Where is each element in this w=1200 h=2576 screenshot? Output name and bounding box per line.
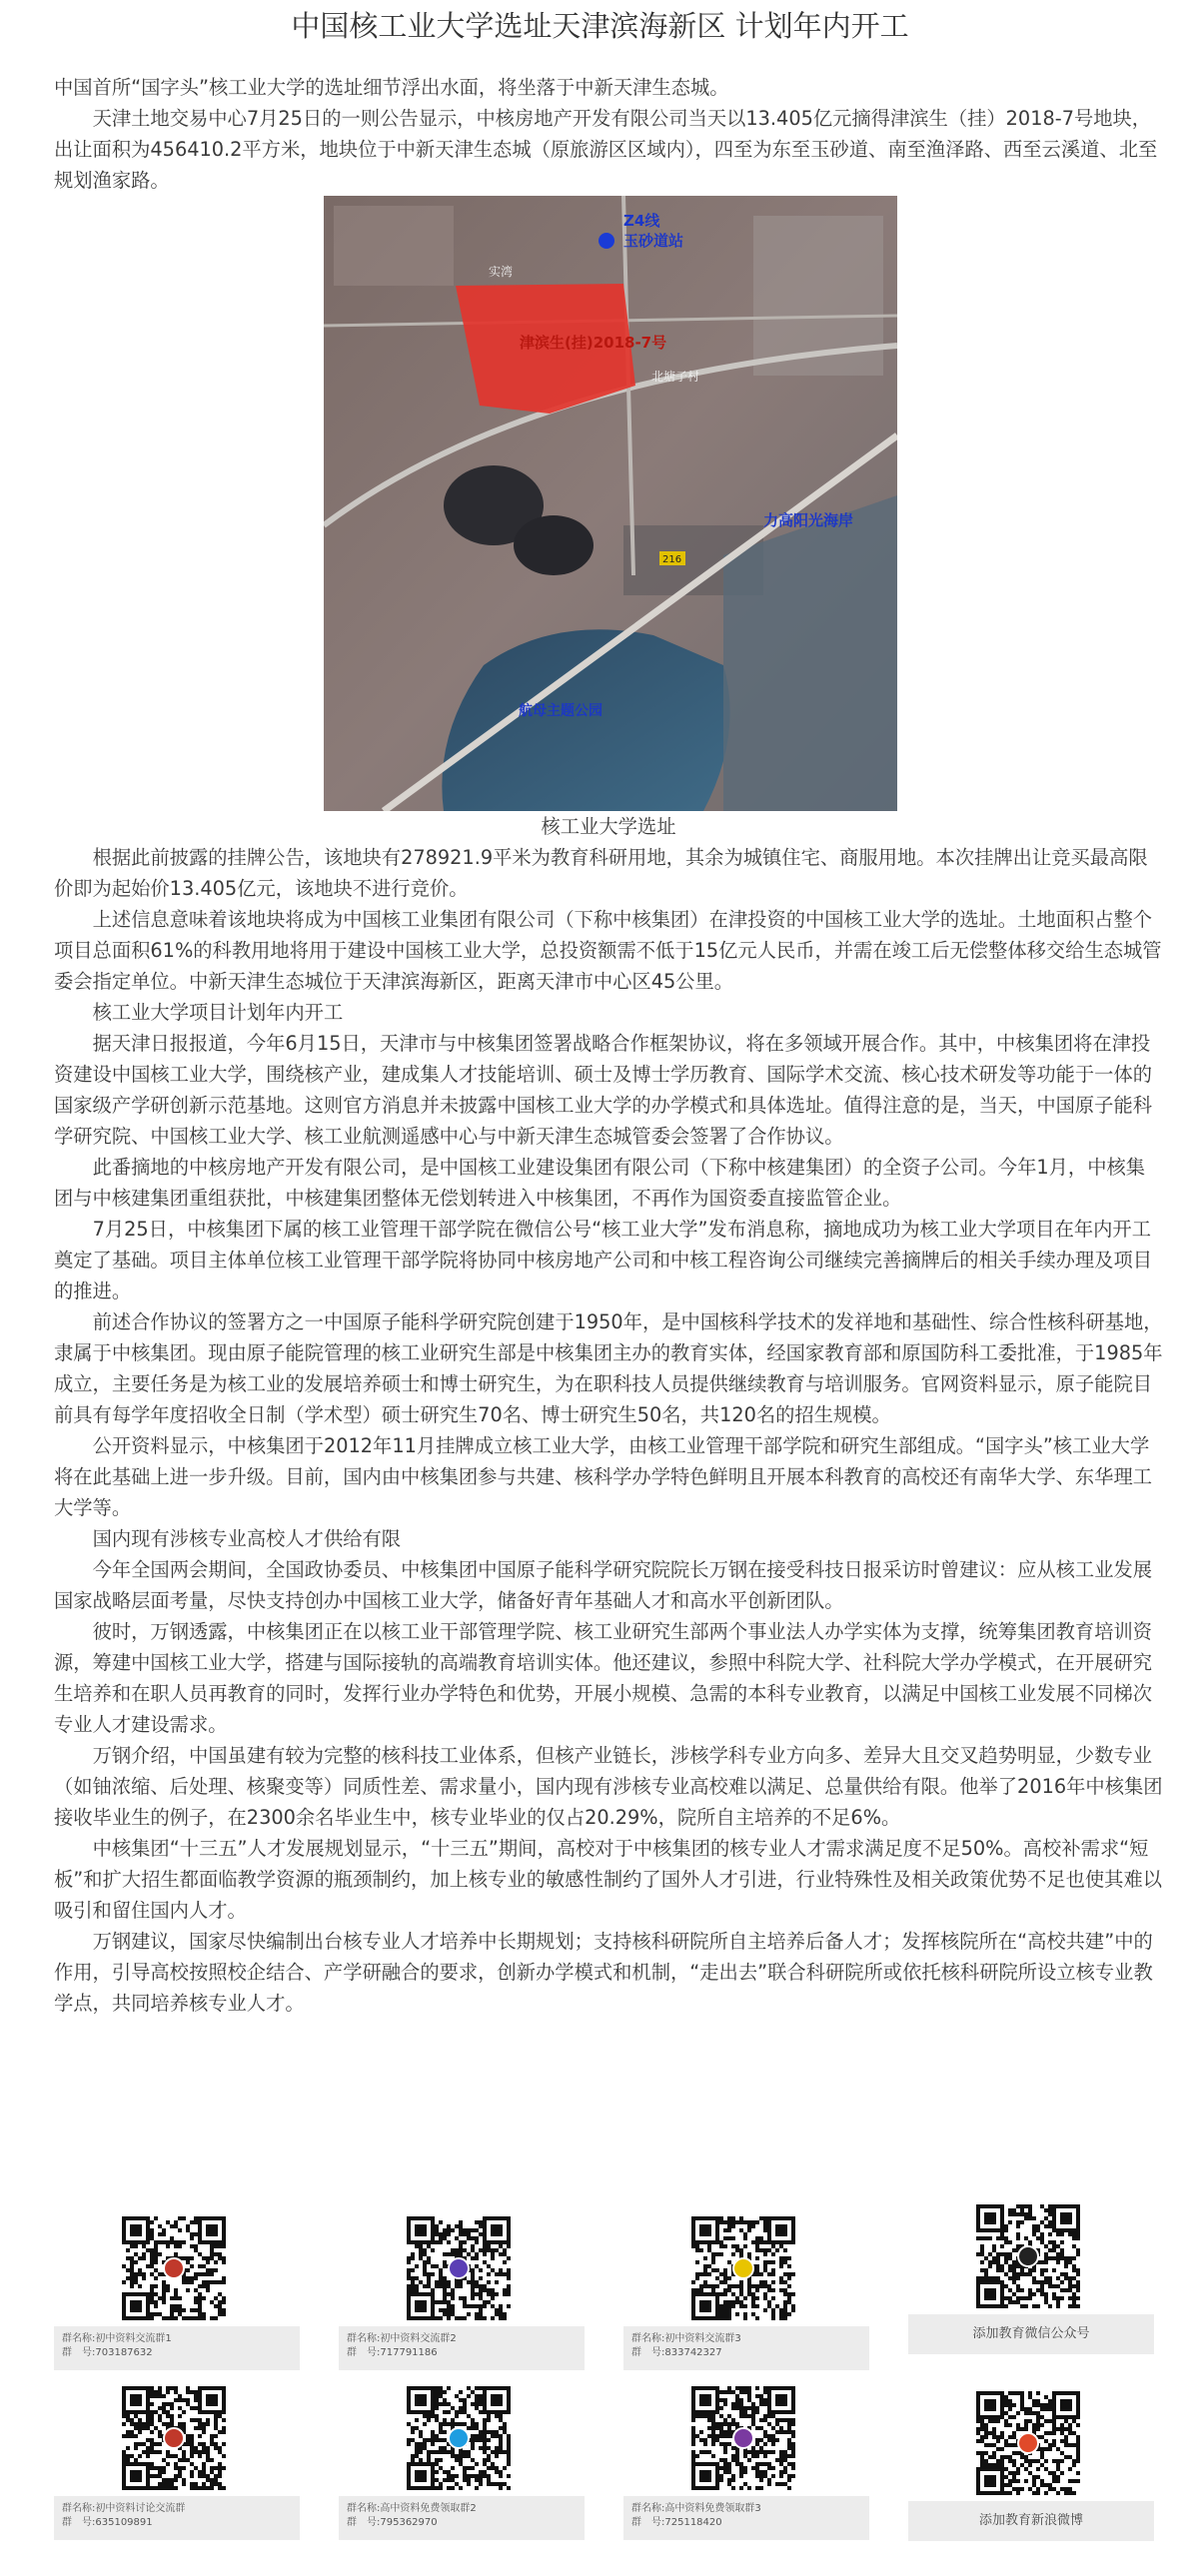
qr-card-group-5 — [339, 2382, 585, 2542]
qr-code-icon — [958, 2200, 1098, 2312]
qr-group-number: 群 号:795362970 — [347, 2517, 438, 2528]
paragraph-intro: 中国首所“国字头”核工业大学的选址细节浮出水面，将坐落于中新天津生态城。 — [54, 76, 729, 99]
map-label-plot: 津滨生(挂)2018-7号 — [520, 334, 667, 352]
qr-card-label — [54, 2496, 300, 2540]
map-label-road: 216 — [662, 554, 682, 565]
map-label-village1: 实湾 — [489, 265, 514, 279]
qr-card-weibo — [908, 2387, 1154, 2547]
paragraph-12: 万钢建议，国家尽快编制出台核专业人才培养中长期规划；支持核科研院所自主培养后备人才；发挥核院所在“高校共建”中的作用，引导高校按照校企结合、产学研融合的要求，创新办学模式和机制，“走出去”联合科研院所或依托核科研院所设立核专业教学点，共同培养核专业人才。 — [54, 1930, 1153, 2015]
qr-card-label — [339, 2496, 585, 2540]
qr-card-group-2 — [339, 2212, 585, 2372]
qr-card-label — [339, 2326, 585, 2370]
section-heading-2: 国内现有涉核专业高校人才供给有限 — [92, 1527, 402, 1550]
paragraph-4: 此番摘地的中核房地产开发有限公司，是中国核工业建设集团有限公司（下称中核建集团）的全资子公司。今年1月，中核集团与中核建集团重组获批，中核建集团整体无偿划转进入中核集团，不再作为国资委直接监管企业。 — [54, 1156, 1146, 1210]
qr-card-group-6 — [623, 2382, 869, 2542]
qr-card-label — [623, 2326, 869, 2370]
paragraph-10: 万钢介绍，中国虽建有较为完整的核科技工业体系，但核产业链长，涉核学科专业方向多、差异大且交叉趋势明显，少数专业（如铀浓缩、后处理、核聚变等）同质性差、需求量小，国内现有涉核专业高校难以满足、总量供给有限。他举了2016年中核集团接收毕业生的例子，在2300余名毕业生中，核专业毕业的仅占20.29%，院所自主培养的不足6%。 — [54, 1744, 1163, 1829]
qr-group-number: 群 号:717791186 — [347, 2347, 438, 2358]
qr-code-icon — [104, 2212, 244, 2324]
qr-card-group-1 — [54, 2212, 300, 2372]
qr-code-icon — [389, 2382, 529, 2494]
qr-code-icon — [673, 2382, 813, 2494]
paragraph-5: 7月25日，中核集团下属的核工业管理干部学院在微信公号“核工业大学”发布消息称，摘地成功为核工业大学项目在年内开工奠定了基础。项目主体单位核工业管理干部学院将协同中核房地产公司和中核工程咨询公司继续完善摘牌后的相关手续办理及项目的推进。 — [54, 1218, 1153, 1302]
section-heading-1: 核工业大学项目计划年内开工 — [92, 1001, 344, 1024]
qr-code-section — [54, 2212, 1153, 2572]
qr-group-name: 群名称:初中资料讨论交流群 — [62, 2503, 186, 2514]
qr-code-icon — [389, 2212, 529, 2324]
paragraph-3: 据天津日报报道，今年6月15日，天津市与中核集团签署战略合作框架协议，将在多领域开展合作。其中，中核集团将在津投资建设中国核工业大学，围绕核产业，建成集人才技能培训、硕士及博士学历教育、国际学术交流、核心技术研发等功能于一体的国家级产学研创新示范基地。这则官方消息并未披露中国核工业大学的办学模式和具体选址。值得注意的是，当天，中国原子能科学研究院、中国核工业大学、核工业航测遥感中心与中新天津生态城管委会签署了合作协议。 — [54, 1032, 1153, 1148]
satellite-map — [324, 196, 897, 811]
site-map-image — [324, 196, 897, 811]
qr-code-icon — [673, 2212, 813, 2324]
qr-card-label — [54, 2326, 300, 2370]
qr-card-group-4 — [54, 2382, 300, 2542]
figure-caption: 核工业大学选址 — [541, 815, 676, 838]
qr-group-name: 群名称:初中资料交流群2 — [347, 2333, 457, 2344]
qr-group-number: 群 号:725118420 — [631, 2517, 722, 2528]
map-label-station-line: Z4线 — [623, 212, 660, 230]
article-title: 中国核工业大学选址天津滨海新区 计划年内开工 — [291, 9, 909, 43]
qr-group-number: 群 号:833742327 — [631, 2347, 722, 2358]
map-label-station-name: 玉砂道站 — [623, 232, 684, 250]
paragraph-2: 上述信息意味着该地块将成为中国核工业集团有限公司（下称中核集团）在津投资的中国核工业大学的选址。土地面积占整个项目总面积61%的科教用地将用于建设中国核工业大学，总投资额需不低于15亿元人民币，并需在竣工后无偿整体移交给生态城管委会指定单位。中新天津生态城位于天津滨海新区，距离天津市中心区45公里。 — [54, 908, 1162, 993]
qr-code-icon — [104, 2382, 244, 2494]
qr-card-group-3 — [623, 2212, 869, 2372]
map-label-coast: 力高阳光海岸 — [763, 511, 854, 529]
paragraph-6: 前述合作协议的签署方之一中国原子能科学研究院创建于1950年，是中国核科学技术的发祥地和基础性、综合性核科研基地，隶属于中核集团。现由原子能院管理的核工业研究生部是中核集团主办的教育实体，经国家教育部和原国防科工委批准，于1985年成立，主要任务是为核工业的发展培养硕士和博士研究生，为在职科技人员提供继续教育与培训服务。官网资料显示，原子能院目前具有每学年度招收全日制（学术型）硕士研究生70名、博士研究生50名，共120名的招生规模。 — [54, 1310, 1163, 1426]
map-label-park: 航母主题公园 — [519, 703, 602, 719]
map-field — [334, 206, 454, 286]
qr-group-name: 群名称:初中资料交流群3 — [631, 2333, 741, 2344]
qr-weibo-label: 添加教育新浪微博 — [908, 2501, 1154, 2541]
qr-wechat-label: 添加教育微信公众号 — [908, 2314, 1154, 2354]
paragraph-land-notice: 天津土地交易中心7月25日的一则公告显示，中核房地产开发有限公司当天以13.405亿元摘得津滨生（挂）2018-7号地块，出让面积为456410.2平方米，地块位于中新天津生态城（原旅游区区域内），四至为东至玉砂道、南至渔泽路、西至云溪道、北至规划渔家路。 — [54, 107, 1158, 192]
qr-group-name: 群名称:高中资料免费领取群3 — [631, 2503, 761, 2514]
qr-code-icon — [958, 2387, 1098, 2499]
paragraph-9: 彼时，万钢透露，中核集团正在以核工业干部管理学院、核工业研究生部两个事业法人办学实体为支撑，统筹集团教育培训资源，筹建中国核工业大学，搭建与国际接轨的高端教育培训实体。他还建议，参照中科院大学、社科院大学办学模式，在开展研究生培养和在职人员再教育的同时，发挥行业办学特色和优势，开展小规模、急需的本科专业教育，以满足中国核工业发展不同梯次专业人才建设需求。 — [54, 1620, 1153, 1736]
article-body — [54, 72, 1163, 2019]
qr-card-label — [623, 2496, 869, 2540]
qr-card-wechat — [908, 2200, 1154, 2360]
paragraph-1: 根据此前披露的挂牌公告，该地块有278921.9平米为教育科研用地，其余为城镇住宅、商服用地。本次挂牌出让竞买最高限价即为起始价13.405亿元，该地块不进行竞价。 — [54, 846, 1148, 900]
qr-group-number: 群 号:635109891 — [62, 2517, 153, 2528]
qr-group-name: 群名称:高中资料免费领取群2 — [347, 2503, 477, 2514]
station-marker-icon — [599, 233, 614, 249]
map-label-village2: 北塘子村 — [651, 370, 700, 384]
map-lake — [514, 515, 594, 575]
paragraph-8: 今年全国两会期间，全国政协委员、中核集团中国原子能科学研究院院长万钢在接受科技日报采访时曾建议：应从核工业发展国家战略层面考量，尽快支持创办中国核工业大学，储备好青年基础人才和高水平创新团队。 — [54, 1558, 1153, 1612]
paragraph-11: 中核集团“十三五”人才发展规划显示，“十三五”期间，高校对于中核集团的核专业人才需求满足度不足50%。高校补需求“短板”和扩大招生都面临教学资源的瓶颈制约，加上核专业的敏感性制约了国外人才引进，行业特殊性及相关政策优势不足也使其难以吸引和留住国内人才。 — [54, 1837, 1163, 1922]
qr-group-name: 群名称:初中资料交流群1 — [62, 2333, 172, 2344]
qr-group-number: 群 号:703187632 — [62, 2347, 153, 2358]
paragraph-7: 公开资料显示，中核集团于2012年11月挂牌成立核工业大学，由核工业管理干部学院和研究生部组成。“国字头”核工业大学将在此基础上进一步升级。目前，国内由中核集团参与共建、核科学办学特色鲜明且开展本科教育的高校还有南华大学、东华理工大学等。 — [54, 1434, 1153, 1519]
